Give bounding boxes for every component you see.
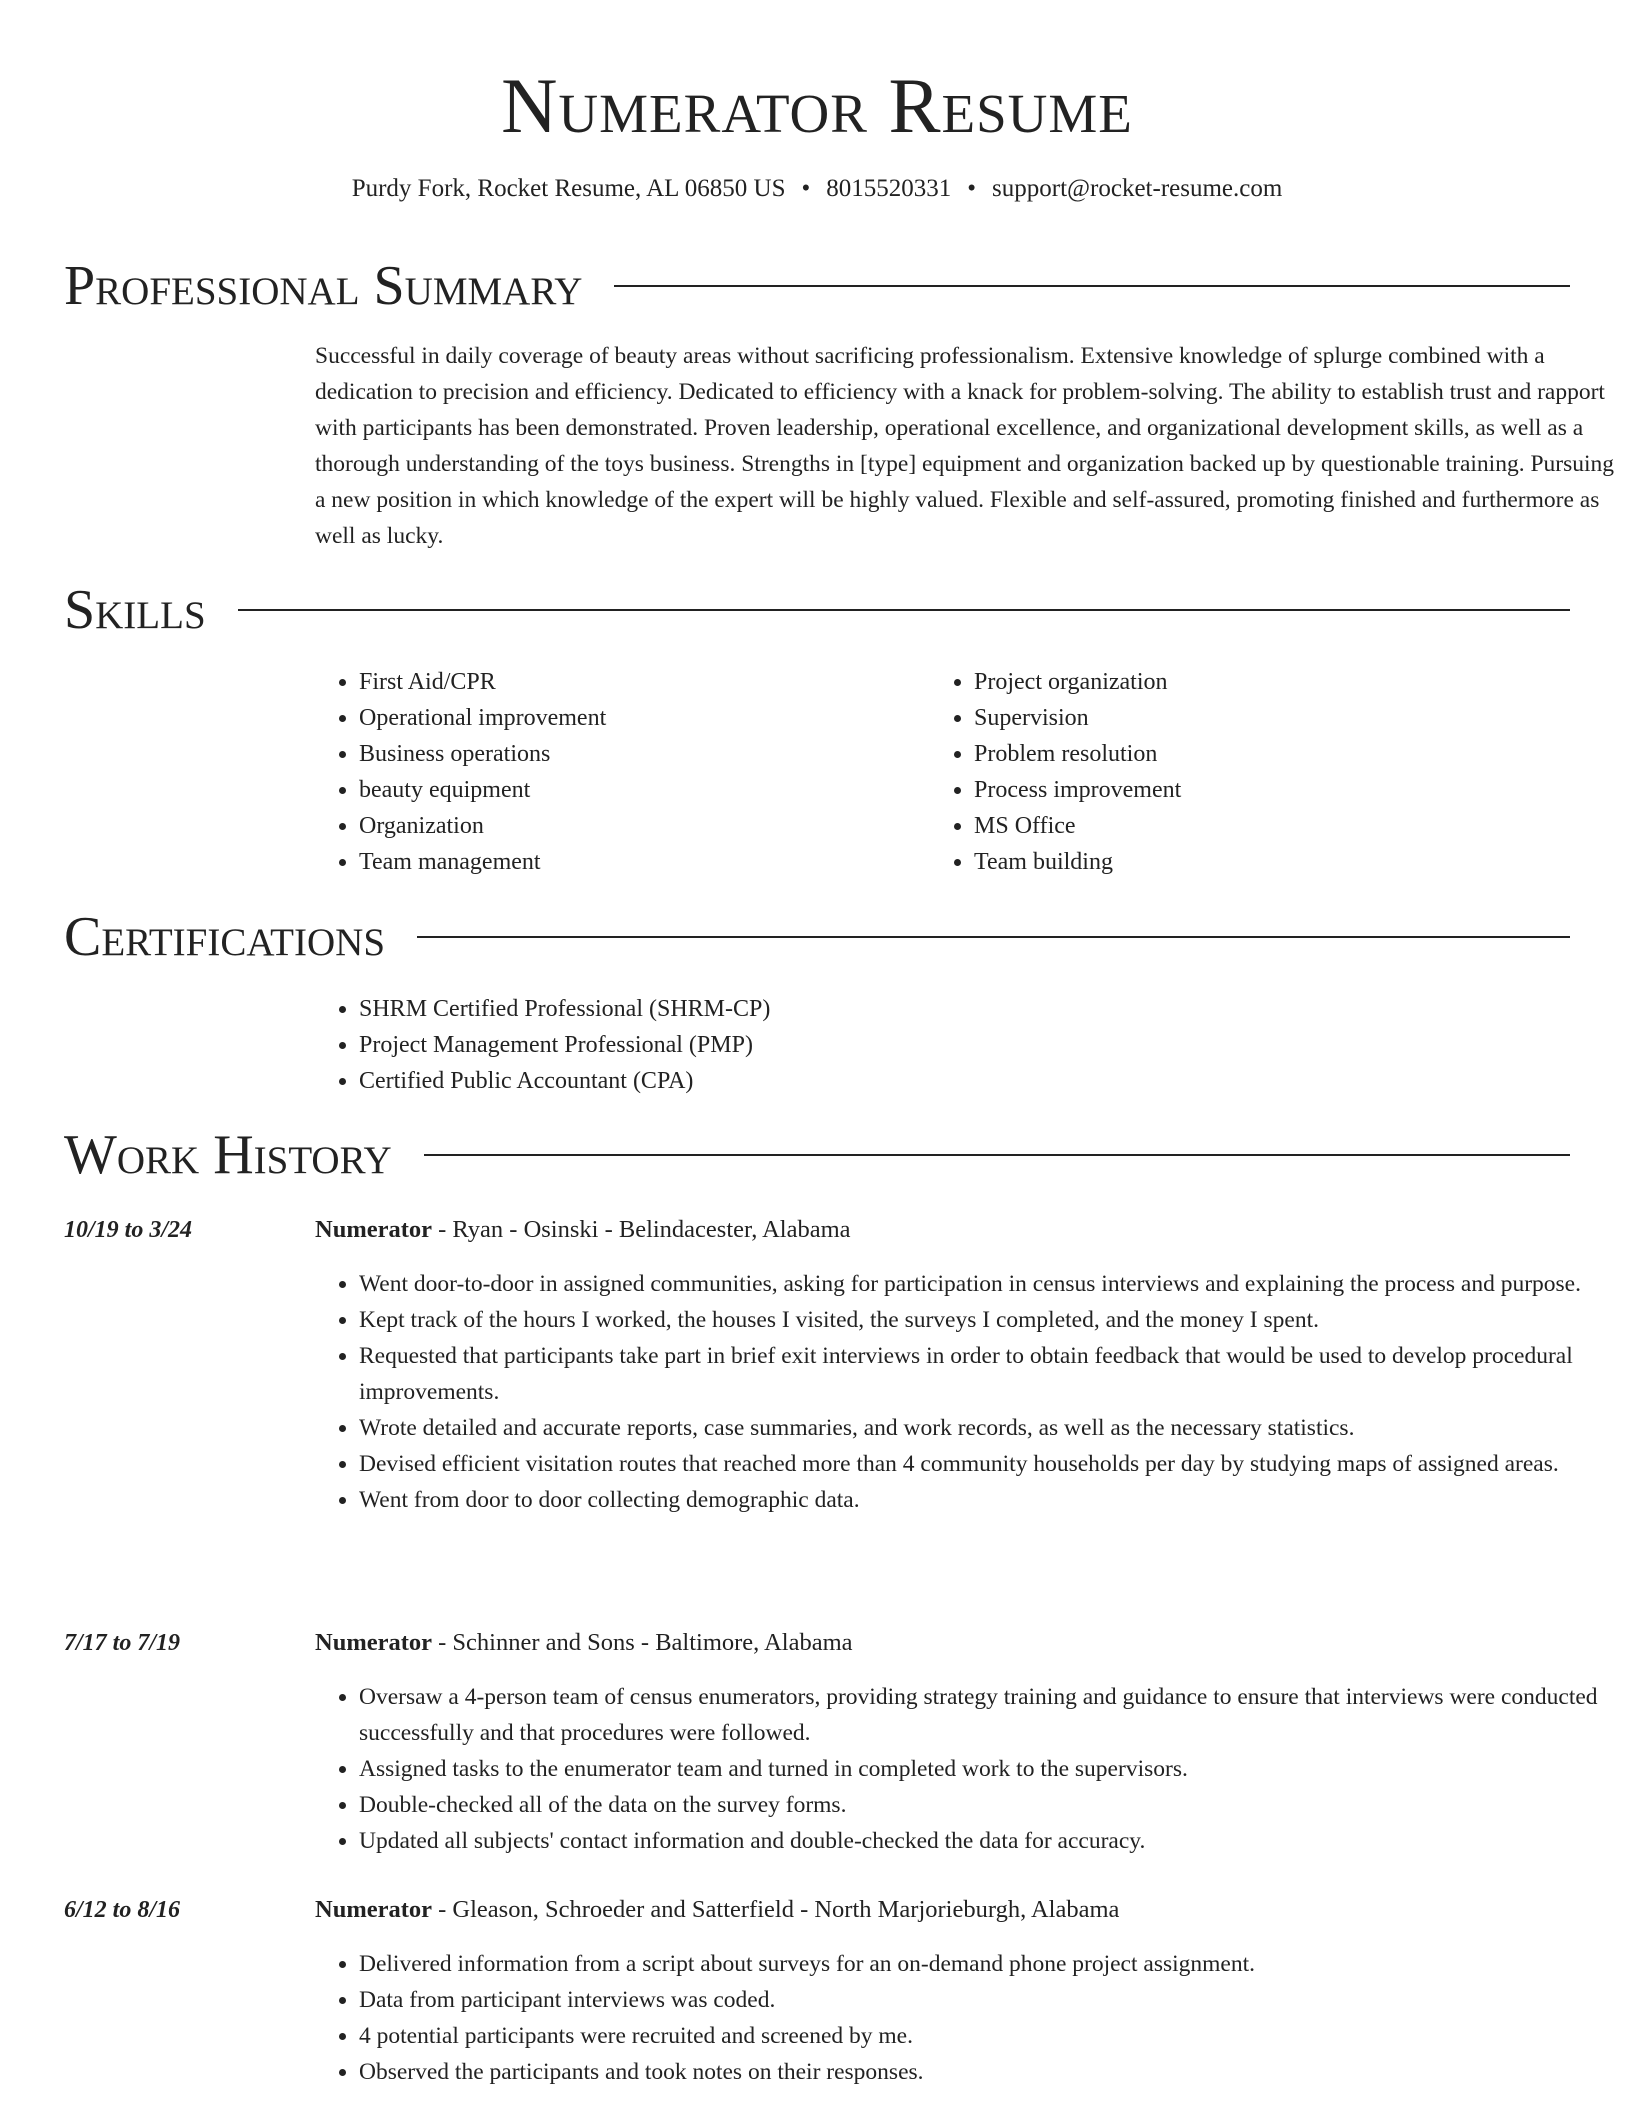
job-bullets <box>315 1266 1632 1518</box>
certifications-section-title: Certifications <box>64 906 386 968</box>
job-header <box>315 1626 853 1660</box>
skill-item: • Supervision <box>974 700 1181 736</box>
job-details: - Gleason, Schroeder and Satterfield - North Marjorieburgh, Alabama <box>432 1896 1120 1923</box>
certification-item: • SHRM Certified Professional (SHRM-CP) <box>359 991 770 1027</box>
work-history-section-header <box>64 1123 1570 1187</box>
skill-item: • Team management <box>359 844 606 880</box>
skill-item: • Operational improvement <box>359 700 606 736</box>
job-bullet: • Data from participant interviews was coded. <box>359 1982 1632 2018</box>
job-dates: 10/19 to 3/24 <box>64 1217 193 1243</box>
summary-text: Successful in daily coverage of beauty areas without sacrificing professionalism. Extensive knowledge of splurge combined with a dedication to precision and efficiency. Dedicated to efficiency with a knack for problem-solving. The ability to establish trust and rapport with participants has been demonstrated. Proven leadership, operational excellence, and organizational development skills, as well as a thorough understanding of the toys business. Strengths in [type] equipment and organization backed up by questionable training. Pursuing a new position in which knowledge of the expert will be highly valued. Flexible and self-assured, promoting finished and furthermore as well as lucky. <box>315 343 1615 549</box>
skill-item: • Organization <box>359 808 606 844</box>
contact-address: Purdy Fork, Rocket Resume, AL 06850 US <box>351 175 786 202</box>
contact-phone: 8015520331 <box>826 175 952 202</box>
job-bullet: • Devised efficient visitation routes that reached more than 4 community households per day by studying maps of assigned areas. <box>359 1446 1632 1482</box>
contact-separator: • <box>801 175 811 202</box>
job-bullet: • Oversaw a 4-person team of census enumerators, providing strategy training and guidance to ensure that interviews were conducted successfully and that procedures were followed. <box>359 1679 1632 1751</box>
skill-item: • beauty equipment <box>359 772 606 808</box>
skill-item: • Project organization <box>974 664 1181 700</box>
job-header <box>315 1213 851 1247</box>
skills-section-header <box>64 578 1570 642</box>
job-dates: 6/12 to 8/16 <box>64 1897 181 1923</box>
certification-item: • Certified Public Accountant (CPA) <box>359 1063 770 1099</box>
resume-name: Numerator Resume <box>501 62 1133 149</box>
certification-item: • Project Management Professional (PMP) <box>359 1027 770 1063</box>
certifications-list <box>315 991 770 1099</box>
job-title: Numerator <box>315 1896 433 1923</box>
contact-email: support@rocket-resume.com <box>992 175 1283 202</box>
job-title: Numerator <box>315 1629 433 1656</box>
job-bullet: • Delivered information from a script about surveys for an on-demand phone project assignment. <box>359 1946 1632 1982</box>
job-bullet: • Updated all subjects' contact information and double-checked the data for accuracy. <box>359 1823 1632 1859</box>
skill-item: • MS Office <box>974 808 1181 844</box>
work-history-section-title: Work History <box>64 1124 392 1186</box>
job-bullet: • Kept track of the hours I worked, the houses I visited, the surveys I completed, and the money I spent. <box>359 1302 1632 1338</box>
job-bullet: • 4 potential participants were recruited and screened by me. <box>359 2018 1632 2054</box>
job-details: - Ryan - Osinski - Belindacester, Alabama <box>432 1216 851 1243</box>
job-bullet: • Assigned tasks to the enumerator team and turned in completed work to the supervisors. <box>359 1751 1632 1787</box>
skills-section-title: Skills <box>64 579 206 641</box>
skill-item: • Business operations <box>359 736 606 772</box>
job-bullets <box>315 1946 1632 2090</box>
skill-item: • Problem resolution <box>974 736 1181 772</box>
job-bullet: • Requested that participants take part in brief exit interviews in order to obtain feedback that would be used to develop procedural improvements. <box>359 1338 1632 1410</box>
skills-list-left <box>315 664 606 880</box>
skills-list-right <box>930 664 1181 880</box>
job-details: - Schinner and Sons - Baltimore, Alabama <box>432 1629 853 1656</box>
job-bullet: • Went from door to door collecting demographic data. <box>359 1482 1632 1518</box>
job-header <box>315 1893 1119 1927</box>
section-divider <box>238 609 1570 611</box>
job-title: Numerator <box>315 1216 433 1243</box>
job-bullet: • Observed the participants and took notes on their responses. <box>359 2054 1632 2090</box>
section-divider <box>424 1154 1570 1156</box>
job-bullet: • Wrote detailed and accurate reports, case summaries, and work records, as well as the necessary statistics. <box>359 1410 1632 1446</box>
job-bullet: • Double-checked all of the data on the survey forms. <box>359 1787 1632 1823</box>
job-dates: 7/17 to 7/19 <box>64 1630 181 1656</box>
job-bullets <box>315 1679 1632 1859</box>
summary-section-title: Professional Summary <box>64 255 583 317</box>
section-divider <box>614 285 1570 287</box>
skill-item: • Process improvement <box>974 772 1181 808</box>
certifications-section-header <box>64 905 1570 969</box>
summary-section-header <box>64 254 1570 318</box>
section-divider <box>417 936 1570 938</box>
skill-item: • First Aid/CPR <box>359 664 606 700</box>
job-bullet: • Went door-to-door in assigned communities, asking for participation in census interviews and explaining the process and purpose. <box>359 1266 1632 1302</box>
contact-line <box>64 172 1570 206</box>
skill-item: • Team building <box>974 844 1181 880</box>
contact-separator: • <box>967 175 977 202</box>
